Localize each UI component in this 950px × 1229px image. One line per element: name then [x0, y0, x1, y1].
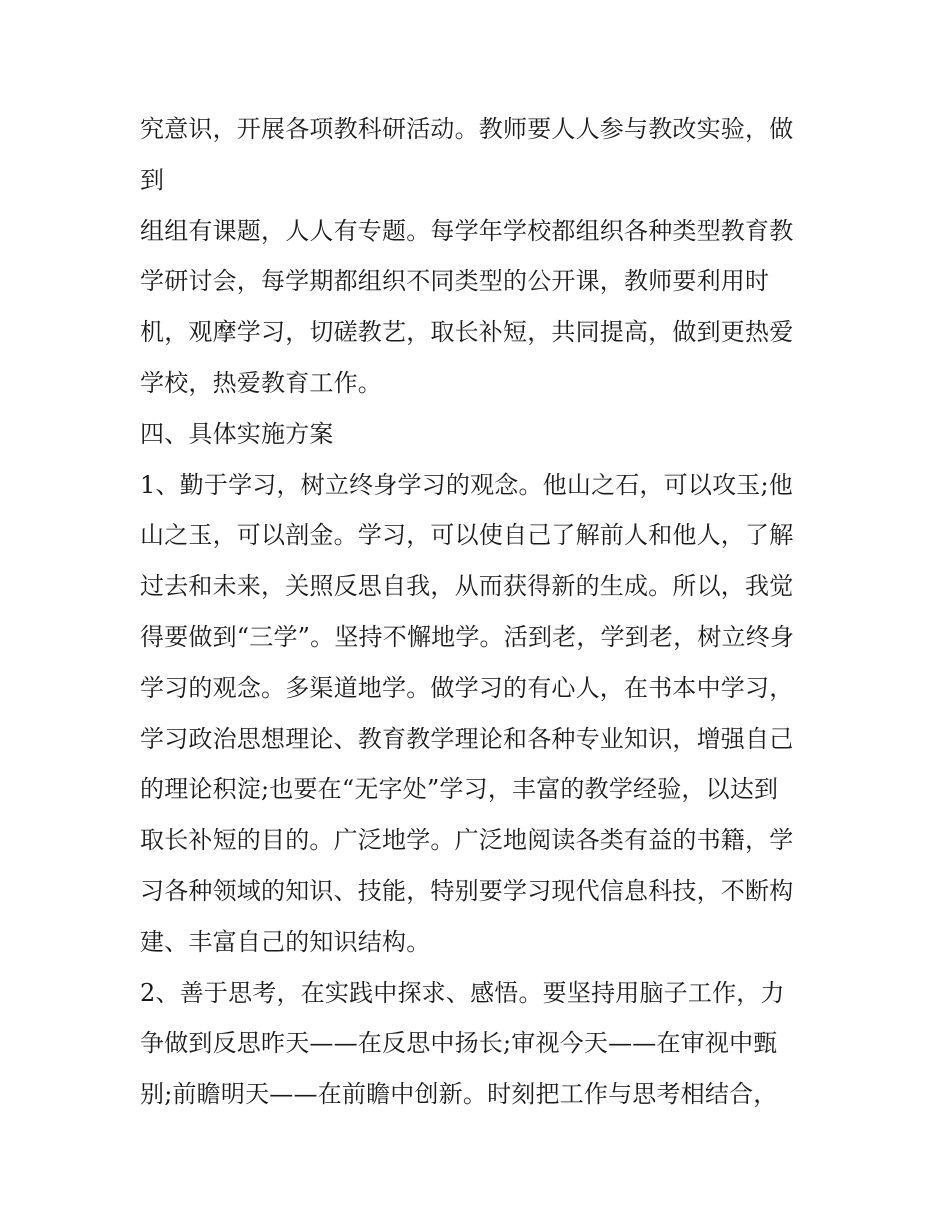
text-line: 取长补短的目的。广泛地学。广泛地阅读各类有益的书籍，学	[140, 826, 794, 855]
text-line: 组组有课题，人人有专题。每学年学校都组织各种类型教育教	[140, 216, 794, 245]
text-line: 过去和未来，关照反思自我，从而获得新的生成。所以，我觉	[140, 572, 794, 601]
text-line: 学研讨会，每学期都组织不同类型的公开课，教师要利用时	[140, 267, 770, 296]
text-line: 别;前瞻明天——在前瞻中创新。时刻把工作与思考相结合，	[140, 1080, 778, 1109]
text-line: 到	[140, 165, 165, 194]
text-line: 得要做到“三学”。坚持不懈地学。活到老，学到老，树立终身	[140, 622, 795, 651]
text-line: 习各种领域的知识、技能，特别要学习现代信息科技，不断构	[140, 876, 794, 905]
document-body	[140, 104, 820, 1120]
text-line: 学习政治思想理论、教育教学理论和各种专业知识，增强自己	[140, 724, 794, 753]
text-line: 机，观摩学习，切磋教艺，取长补短，共同提高，做到更热爱	[140, 318, 794, 347]
text-line: 学习的观念。多渠道地学。做学习的有心人，在书本中学习，	[140, 673, 794, 702]
text-line: 山之玉，可以剖金。学习，可以使自己了解前人和他人，了解	[140, 521, 794, 550]
text-line: 争做到反思昨天——在反思中扬长;审视今天——在审视中甄	[140, 1029, 778, 1058]
text-line: 2、善于思考，在实践中探求、感悟。要坚持用脑子工作，力	[140, 978, 785, 1007]
section-heading: 四、具体实施方案	[140, 419, 334, 448]
text-line: 的理论积淀;也要在“无字处”学习，丰富的教学经验，以达到	[140, 775, 779, 804]
text-line: 1、勤于学习，树立终身学习的观念。他山之石，可以攻玉;他	[140, 470, 793, 499]
text-line: 学校，热爱教育工作。	[140, 368, 382, 397]
text-line: 究意识，开展各项教科研活动。教师要人人参与教改实验，做	[140, 115, 794, 143]
text-line: 建、丰富自己的知识结构。	[140, 927, 431, 956]
